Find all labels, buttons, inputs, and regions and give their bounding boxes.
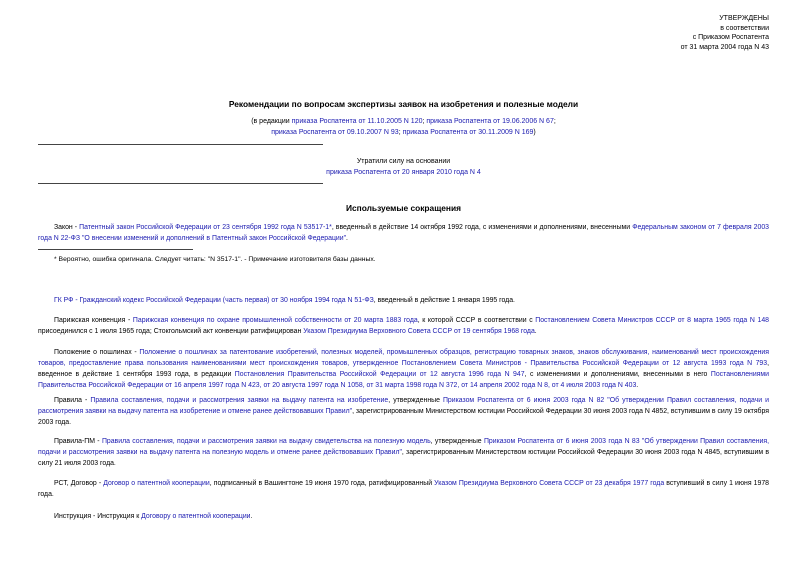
- para-link[interactable]: Положение о пошлинах за патентование изобретений, полезных моделей, промышленных образцов, регистрацию товарных знаков, знаков обслуживания, наименований мест происхождения товаров, предоставление права пользования наименованиями мест происхождения товаров, утвержденное Постановлением Совета Министров - Правительства Российской Федерации от 12 августа 1993 года N 793: [38, 349, 769, 367]
- para-text: , утвержденные: [430, 438, 484, 445]
- paragraph-paris-convention: [38, 315, 769, 337]
- para-text: РСТ, Договор -: [54, 480, 104, 487]
- lost-force-note: [0, 156, 807, 178]
- para-text: .: [534, 328, 537, 335]
- edition-sep: ;: [553, 118, 556, 125]
- para-link[interactable]: Приказом Роспатента от 6 июня 2003 года N 82 "Об утверждении Правил составления, подачи и рассмотрения заявки на выдачу патента на изобретение и отмене ранее действовавших Правил": [38, 397, 769, 415]
- edition-link[interactable]: приказа Роспатента от 11.10.2005 N 120: [291, 118, 423, 125]
- edition-link[interactable]: приказа Роспатента от 09.10.2007 N 93: [271, 129, 399, 136]
- para-text: , введенный в действие 14 октября 1992 года, с изменениями и дополнениями, внесенными: [331, 224, 633, 231]
- para-link[interactable]: Указом Президиума Верховного Совета СССР от 19 сентября 1968 года: [303, 328, 535, 335]
- divider: [38, 183, 323, 184]
- para-text: .: [250, 513, 253, 520]
- approval-line: УТВЕРЖДЕНЫ: [719, 15, 769, 22]
- paragraph-pct: [38, 478, 769, 500]
- para-link[interactable]: Договор о патентной кооперации: [103, 480, 210, 487]
- para-link[interactable]: Федеральным законом от 7 февраля 2003 года N 22-ФЗ "О внесении изменений и дополнений в Патентный закон Российской Федерации": [38, 224, 769, 242]
- para-link[interactable]: Постановления Правительства Российской Федерации от 12 августа 1996 года N 947: [234, 371, 525, 378]
- paragraph-civil-code: [38, 295, 769, 306]
- paragraph-rules: [38, 395, 769, 428]
- para-text: , подписанный в Вашингтоне 19 июня 1970 года, ратифицированный: [209, 480, 435, 487]
- footnote-divider: [38, 249, 193, 250]
- edition-link[interactable]: приказа Роспатента от 19.06.2006 N 67: [426, 118, 554, 125]
- para-text: , введенное в действие 1 сентября 1993 года, в редакции: [38, 360, 769, 378]
- para-text: , зарегистрированным Министерством юстиции Российской Федерации 30 июня 2003 года N 4852, вступившим в силу 19 октября 2003 года.: [38, 408, 769, 426]
- para-text: Правила-ПМ -: [54, 438, 102, 445]
- paragraph-rules-pm: [38, 436, 769, 469]
- para-link[interactable]: Правила составления, подачи и рассмотрения заявки на выдачу свидетельства на полезную модель: [101, 438, 431, 445]
- para-indent: [38, 297, 54, 304]
- approval-line: от 31 марта 2004 года N 43: [680, 43, 769, 51]
- para-text: Правила -: [54, 397, 91, 404]
- para-text: Парижская конвенция -: [54, 317, 133, 324]
- para-link[interactable]: Правила составления, подачи и рассмотрения заявки на выдачу патента на изобретение: [90, 397, 389, 404]
- lost-force-link[interactable]: приказа Роспатента от 20 января 2010 года N 4: [326, 169, 481, 176]
- para-text: , зарегистрированным Министерством юстиции Российской Федерации 30 июня 2003 года N 4845, вступившим в силу 21 июля 2003 года.: [38, 449, 770, 467]
- footnote: * Вероятно, ошибка оригинала. Следует читать: "N 3517-1". - Примечание изготовителя базы данных.: [54, 256, 376, 263]
- edition-suffix: ): [533, 129, 536, 136]
- para-text: вступивший в силу 1 июня 1978 года.: [38, 480, 769, 498]
- edition-note: [0, 116, 807, 138]
- edition-link[interactable]: приказа Роспатента от 30.11.2009 N 169: [402, 129, 534, 136]
- para-text: присоединился с 1 июля 1965 года; Стокгольмский акт конвенции ратифицирован: [38, 328, 304, 335]
- para-text: , утвержденные: [388, 397, 443, 404]
- para-link[interactable]: Постановлениями Правительства Российской Федерации от 16 апреля 1997 года N 423, от 20 августа 1997 года N 1058, от 31 марта 1998 года N 372, от 14 апреля 2002 года N 8, от 4 июля 2003 года N 403: [38, 371, 769, 389]
- lost-force-text: Утратили силу на основании: [356, 158, 451, 165]
- para-text: , к которой СССР в соответствии с: [417, 317, 536, 324]
- edition-sep: ;: [422, 118, 427, 125]
- para-link[interactable]: Постановлением Совета Министров СССР от 8 марта 1965 года N 148: [535, 317, 769, 324]
- para-link[interactable]: Патентный закон Российской Федерации от 23 сентября 1992 года N 53517-1*: [79, 224, 332, 231]
- para-text: Положение о пошлинах -: [54, 349, 140, 356]
- para-text: , введенный в действие 1 января 1995 года.: [373, 297, 515, 304]
- para-link[interactable]: Указом Президиума Верховного Совета СССР от 23 декабря 1977 года: [434, 480, 665, 487]
- approval-line: с Приказом Роспатента: [692, 34, 769, 41]
- document-title: Рекомендации по вопросам экспертизы заявок на изобретения и полезные модели: [228, 99, 579, 109]
- para-text: Закон -: [54, 224, 80, 231]
- approval-line: в соответствии: [720, 24, 769, 32]
- para-link[interactable]: Парижская конвенция по охране промышленной собственности от 20 марта 1883 года: [132, 317, 418, 324]
- paragraph-law: [38, 222, 769, 244]
- divider: [38, 144, 323, 145]
- para-link[interactable]: Приказом Роспатента от 6 июня 2003 года N 83 "Об утверждении Правил составления, подачи и рассмотрения заявки на выдачу патента на полезную модель и отмене ранее действовавших Правил": [38, 438, 769, 456]
- section-title: Используемые сокращения: [345, 203, 462, 213]
- approval-block: [681, 14, 769, 52]
- para-link[interactable]: ГК РФ - Гражданский кодекс Российской Федерации (часть первая) от 30 ноября 1994 года N 51-ФЗ: [54, 297, 374, 304]
- para-text: .: [346, 235, 348, 242]
- edition-prefix: (в редакции: [251, 118, 292, 125]
- para-text: , с изменениями и дополнениями, внесенными в него: [524, 371, 711, 378]
- paragraph-fees-regulation: [38, 347, 769, 391]
- para-link[interactable]: Договору о патентной кооперации: [141, 513, 251, 520]
- edition-sep: ;: [398, 129, 403, 136]
- para-text: Инструкция - Инструкция к: [54, 513, 142, 520]
- paragraph-instruction: [38, 511, 769, 522]
- para-text: .: [636, 382, 639, 389]
